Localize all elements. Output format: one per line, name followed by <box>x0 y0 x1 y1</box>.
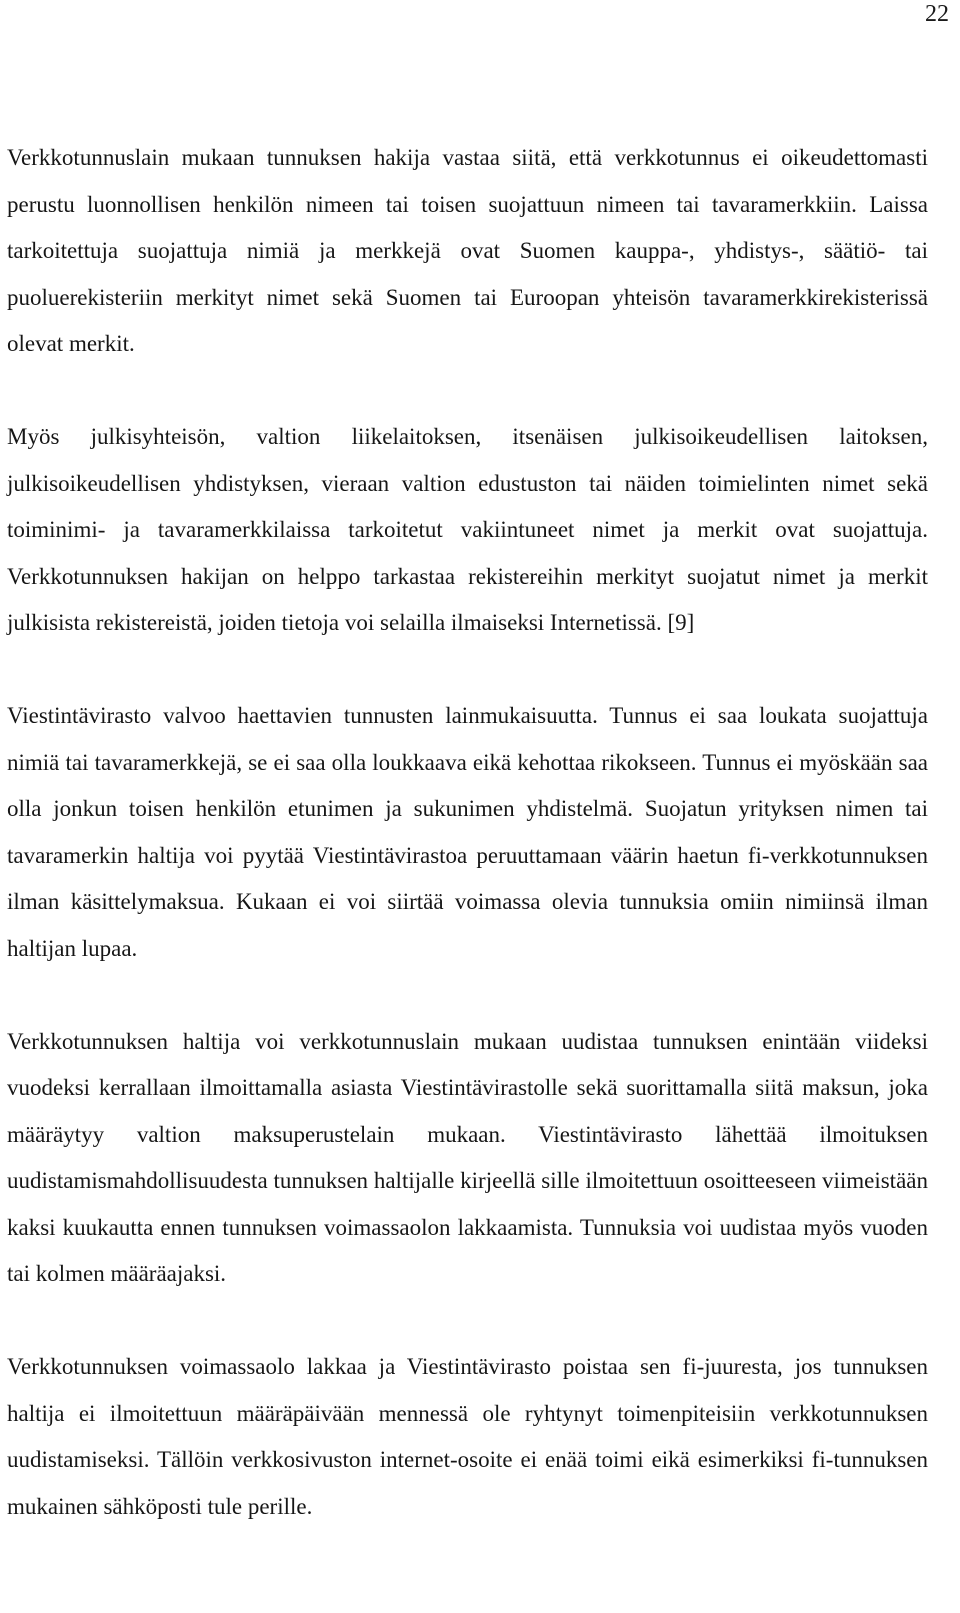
paragraph-expiry: Verkkotunnuksen voimassaolo lakkaa ja Viestintävirasto poistaa sen fi-juuresta, jos tunnuksen haltija ei ilmoitettuun määräpäivään mennessä ole ryhtynyt toimenpiteisiin verkkotunnuksen uudistamiseksi. Tällöin verkkosivuston internet-osoite ei enää toimi eikä esimerkiksi fi-tunnuksen mukainen sähköposti tule perille. <box>7 1354 928 1519</box>
paragraph-renewal: Verkkotunnuksen haltija voi verkkotunnuslain mukaan uudistaa tunnuksen enintään viideksi vuodeksi kerrallaan ilmoittamalla asiasta Viestintävirastolle sekä suorittamalla siitä maksun, joka määräytyy valtion maksuperustelain mukaan. Viestintävirasto lähettää ilmoituksen uudistamismahdollisuudesta tunnuksen haltijalle kirjeellä sille ilmoitettuun osoitteeseen viimeistään kaksi kuukautta ennen tunnuksen voimassaolon lakkaamista. Tunnuksia voi uudistaa myös vuoden tai kolmen määräajaksi. <box>7 1028 928 1286</box>
paragraph-protected-names: Myös julkisyhteisön, valtion liikelaitoksen, itsenäisen julkisoikeudellisen laitoksen, julkisoikeudellisen yhdistyksen, vieraan valtion edustuston tai näiden toimielinten nimet sekä toiminimi- ja tavaramerkkilaissa tarkoitetut vakiintuneet nimet ja merkit ovat suojattuja. Verkkotunnuksen hakijan on helppo tarkastaa rekistereihin merkityt suojatut nimet ja merkit julkisista rekistereistä, joiden tietoja voi selailla ilmaiseksi Internetissä. [9] <box>7 424 928 635</box>
paragraph-supervision: Viestintävirasto valvoo haettavien tunnusten lainmukaisuutta. Tunnus ei saa loukata suojattuja nimiä tai tavaramerkkejä, se ei saa olla loukkaava eikä kehottaa rikokseen. Tunnus ei myöskään saa olla jonkun toisen henkilön etunimen ja sukunimen yhdistelmä. Suojatun yrityksen nimen tai tavaramerkin haltija voi pyytää Viestintävirastoa peruuttamaan väärin haetun fi-verkkotunnuksen ilman käsittelymaksua. Kukaan ei voi siirtää voimassa olevia tunnuksia omiin nimiinsä ilman haltijan lupaa. <box>7 703 928 961</box>
paragraph-applicant-responsibility: Verkkotunnuslain mukaan tunnuksen hakija vastaa siitä, että verkkotunnus ei oikeudettomasti perustu luonnollisen henkilön nimeen tai toisen suojattuun nimeen tai tavaramerkkiin. Laissa tarkoitettuja suojattuja nimiä ja merkkejä ovat Suomen kauppa-, yhdistys-, säätiö- tai puoluerekisteriin merkityt nimet sekä Suomen tai Euroopan yhteisön tavaramerkkirekisterissä olevat merkit. <box>7 145 928 356</box>
document-body <box>7 135 928 1530</box>
page-number: 22 <box>925 1 949 27</box>
